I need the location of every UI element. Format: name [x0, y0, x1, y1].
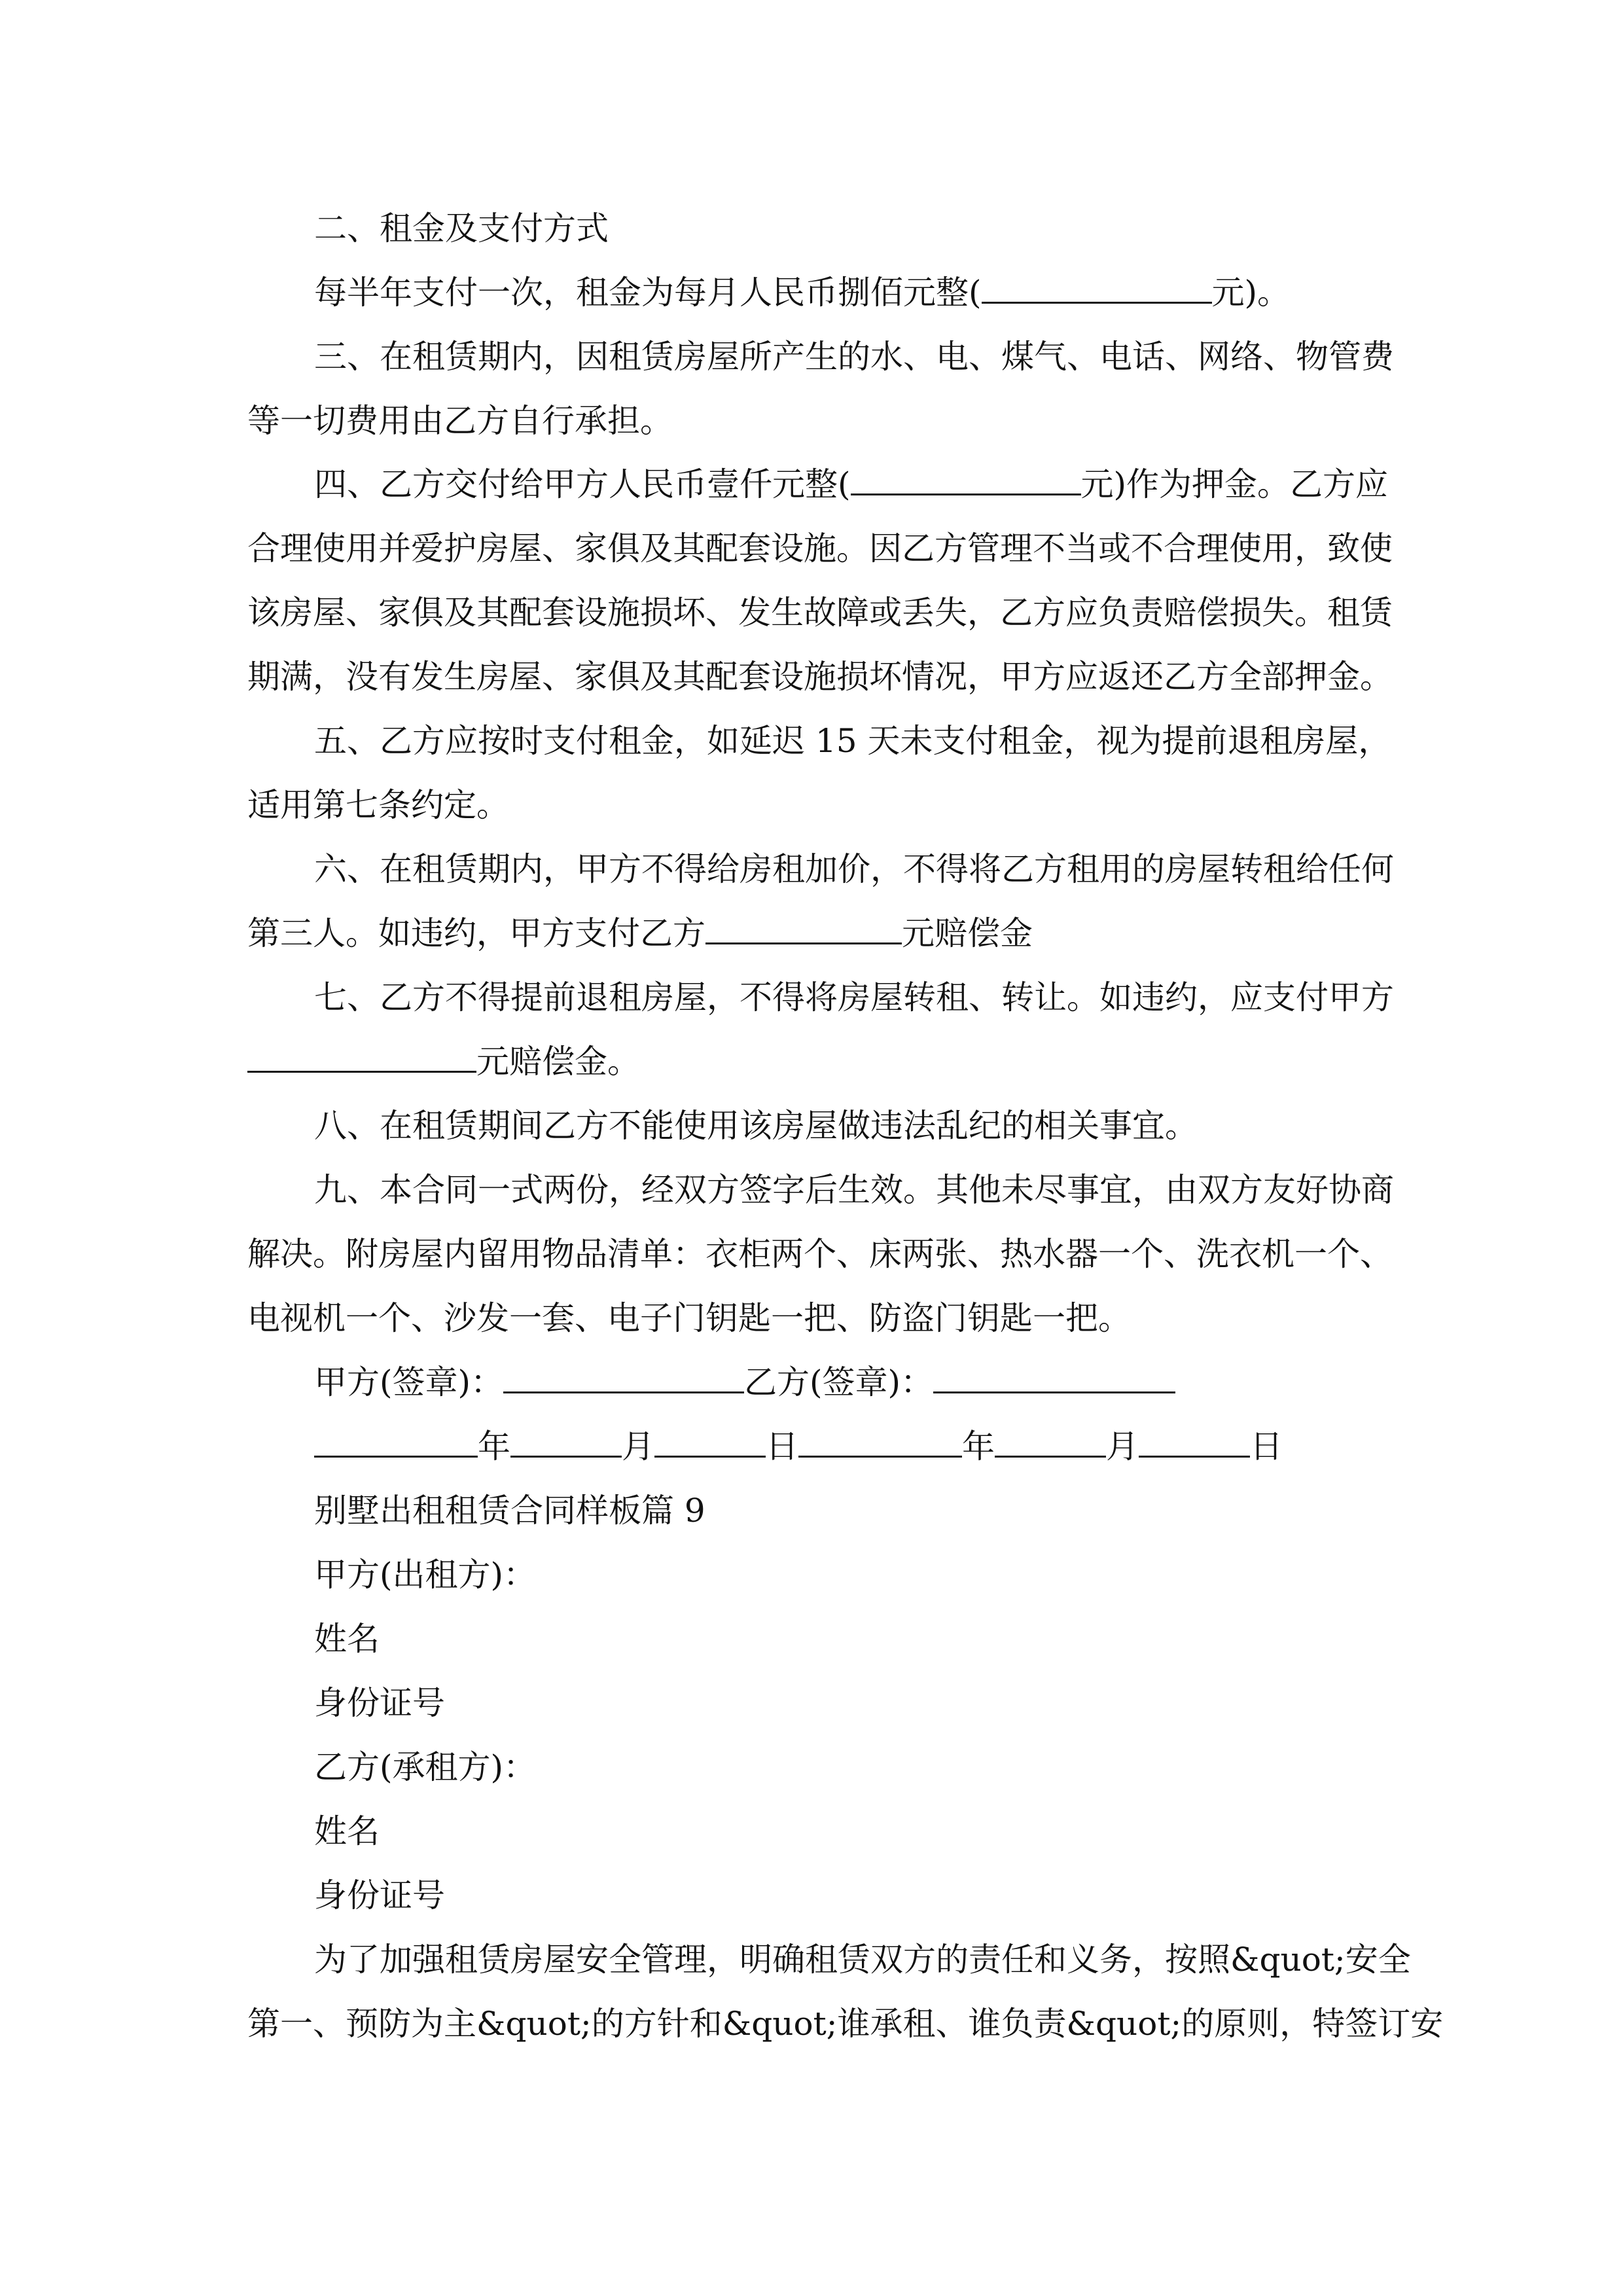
intro-line-1: 为了加强租赁房屋安全管理，明确租赁双方的责任和义务，按照&quot;安全 — [314, 1941, 1411, 1979]
compensation-text: 第三人。如违约，甲方支付乙方 — [247, 914, 705, 952]
section-7-line-1: 七、乙方不得提前退租房屋，不得将房屋转租、转让。如违约，应支付甲方 — [314, 978, 1394, 1016]
section-3-line-2: 等一切费用由乙方自行承担。 — [247, 402, 673, 440]
party-b-signature-label: 乙方(签章)： — [744, 1363, 934, 1401]
party-a-signature-label: 甲方(签章)： — [314, 1363, 504, 1401]
section-4-line-3: 该房屋、家俱及其配套设施损坏、发生故障或丢失，乙方应负责赔偿损失。租赁 — [247, 594, 1393, 632]
section-4-line-1 — [314, 463, 1388, 506]
party-a-month-blank[interactable] — [510, 1426, 622, 1458]
party-a-heading: 甲方(出租方)： — [314, 1556, 537, 1594]
compensation-b-blank[interactable] — [247, 1041, 476, 1073]
section-4-line-2: 合理使用并爱护房屋、家俱及其配套设施。因乙方管理不当或不合理使用，致使 — [247, 529, 1393, 567]
year-label-2: 年 — [962, 1427, 995, 1465]
party-a-day-blank[interactable] — [654, 1426, 766, 1458]
compensation-suffix: 元赔偿金 — [902, 914, 1033, 952]
section-6-line-2 — [247, 912, 1033, 955]
section-9-line-2: 解决。附房屋内留用物品清单：衣柜两个、床两张、热水器一个、洗衣机一个、 — [247, 1235, 1393, 1273]
party-b-id-label: 身份证号 — [314, 1876, 445, 1914]
party-a-signature-blank[interactable] — [503, 1361, 744, 1393]
party-a-year-blank[interactable] — [314, 1426, 478, 1458]
section-2-title: 二、租金及支付方式 — [314, 209, 609, 247]
month-label: 月 — [622, 1427, 654, 1465]
compensation-b-suffix: 元赔偿金。 — [476, 1043, 640, 1081]
day-label-2: 日 — [1250, 1427, 1283, 1465]
section-9-line-3: 电视机一个、沙发一套、电子门钥匙一把、防盗门钥匙一把。 — [247, 1299, 1131, 1337]
section-5-line-1: 五、乙方应按时支付租金，如延迟 15 天未支付租金，视为提前退租房屋， — [314, 722, 1391, 760]
deposit-suffix: 元)作为押金。乙方应 — [1080, 465, 1389, 503]
contract-9-title: 别墅出租租赁合同样板篇 9 — [314, 1492, 705, 1530]
year-label: 年 — [478, 1427, 510, 1465]
rent-amount-blank[interactable] — [982, 272, 1212, 304]
section-3-line-1: 三、在租赁期内，因租赁房屋所产生的水、电、煤气、电话、网络、物管费 — [314, 338, 1394, 376]
section-6-line-1: 六、在租赁期内，甲方不得给房租加价，不得将乙方租用的房屋转租给任何 — [314, 850, 1394, 888]
section-5-line-2: 适用第七条约定。 — [247, 786, 509, 824]
section-2-payment — [314, 271, 1290, 314]
date-line — [314, 1425, 1283, 1468]
section-9-line-1: 九、本合同一式两份，经双方签字后生效。其他未尽事宜，由双方友好协商 — [314, 1171, 1394, 1209]
party-b-heading: 乙方(承租方)： — [314, 1748, 537, 1786]
section-8-line-1: 八、在租赁期间乙方不能使用该房屋做违法乱纪的相关事宜。 — [314, 1107, 1198, 1145]
party-a-name-label: 姓名 — [314, 1620, 380, 1658]
month-label-2: 月 — [1106, 1427, 1139, 1465]
party-b-month-blank[interactable] — [995, 1426, 1106, 1458]
payment-text: 每半年支付一次，租金为每月人民币捌佰元整( — [314, 274, 982, 312]
deposit-amount-blank[interactable] — [851, 463, 1081, 495]
intro-line-2: 第一、预防为主&quot;的方针和&quot;谁承租、谁负责&quot;的原则，特签订安 — [247, 2005, 1444, 2043]
section-4-line-4: 期满，没有发生房屋、家俱及其配套设施损坏情况，甲方应返还乙方全部押金。 — [247, 658, 1393, 696]
party-a-id-label: 身份证号 — [314, 1684, 445, 1722]
compensation-a-blank[interactable] — [705, 912, 902, 944]
party-b-signature-blank[interactable] — [933, 1361, 1175, 1393]
section-7-line-2 — [247, 1040, 640, 1083]
deposit-text: 四、乙方交付给甲方人民币壹仟元整( — [314, 465, 851, 503]
day-label: 日 — [766, 1427, 798, 1465]
party-b-name-label: 姓名 — [314, 1812, 380, 1850]
party-b-year-blank[interactable] — [798, 1426, 962, 1458]
party-b-day-blank[interactable] — [1139, 1426, 1250, 1458]
signature-line — [314, 1361, 1175, 1404]
payment-suffix: 元)。 — [1211, 274, 1291, 312]
